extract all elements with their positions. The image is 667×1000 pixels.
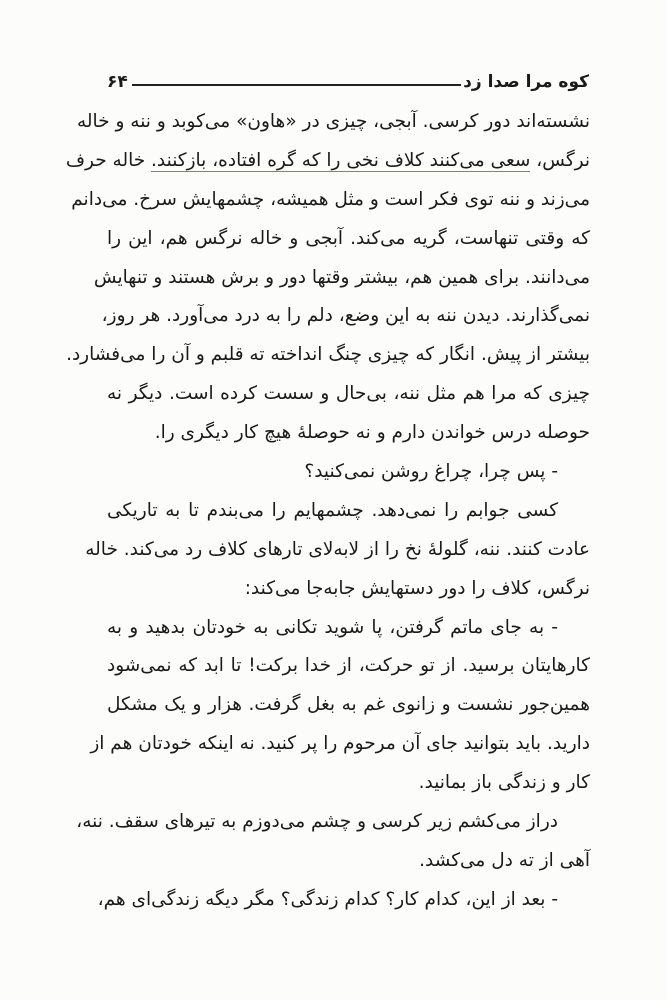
- text-line: نشسته‌اند دور کرسی. آبجی، چیزی در «هاون» می‌کوبد و ننه و خاله: [76, 111, 590, 132]
- text-line: نرگس، کلاف را دور دستهایش جابه‌جا می‌کند:: [244, 577, 590, 599]
- book-title: کوه مرا صدا زد: [463, 72, 589, 92]
- text-line: که وقتی تنهاست، گریه می‌کند. آبجی و خاله نرگس هم، این را: [107, 227, 590, 249]
- text-line: می‌زند و ننه توی فکر است و مثل همیشه، چشمهایش سرخ. می‌دانم: [71, 188, 590, 210]
- text-line: همین‌جور نشست و زانوی غم به بغل گرفت. هزار و یک مشکل: [107, 694, 590, 716]
- text-line: عادت کنند. ننه، گلولهٔ نخ را از لابه‌لای تارهای کلاف رد می‌کند. خاله: [85, 538, 590, 560]
- text-line: کسی جوابم را نمی‌دهد. چشمهایم را می‌بندم تا به تاریکی: [107, 499, 558, 521]
- header-rule: [132, 84, 461, 86]
- text-line: آهی از ته دل می‌کشد.: [419, 849, 590, 871]
- page-body: [65, 103, 590, 920]
- text-span: خاله حرف: [65, 149, 152, 171]
- text-line: چیزی که مرا هم مثل ننه، بی‌حال و سست کرده است. دیگر نه: [107, 383, 590, 405]
- underlined-text: سعی می‌کنند کلاف نخی را که گره افتاده، بازکنند.: [151, 149, 531, 171]
- text-line: کار و زندگی باز بمانید.: [418, 772, 590, 794]
- page-number: ۶۴: [107, 72, 128, 92]
- text-line: دارید. باید بتوانید جای آن مرحوم را پر کنید. نه اینکه خودتان هم از: [90, 733, 590, 755]
- text-line: حوصله درس خواندن دارم و نه حوصلهٔ هیچ کار دیگری را.: [154, 422, 590, 444]
- dialogue-line: - پس چرا، چراغ روشن نمی‌کنید؟: [304, 461, 558, 483]
- text-line: می‌دانند. برای همین هم، بیشتر وقتها دور و برش هستند و تنهایش: [93, 266, 590, 288]
- text-line: [65, 142, 590, 181]
- text-line: کارهایتان برسید. از تو حرکت، از خدا برکت! تا ابد که نمی‌شود: [107, 655, 590, 677]
- text-line: نمی‌گذارند. دیدن ننه به این وضع، دلم را به درد می‌آورد. هر روز،: [101, 305, 590, 327]
- text-span: نرگس،: [530, 149, 590, 171]
- dialogue-line: - به جای ماتم گرفتن، پا شوید تکانی به خودتان بدهید و به: [107, 616, 558, 638]
- running-header: [107, 64, 589, 92]
- dialogue-line: - بعد از این، کدام کار؟ کدام زندگی؟ مگر دیگه زندگی‌ای هم،: [97, 888, 558, 910]
- text-line: بیشتر از پیش. انگار که چیزی چنگ انداخته ته قلبم و آن را می‌فشارد.: [66, 344, 590, 366]
- text-line: دراز می‌کشم زیر کرسی و چشم می‌دوزم به تیرهای سقف. ننه،: [76, 811, 558, 833]
